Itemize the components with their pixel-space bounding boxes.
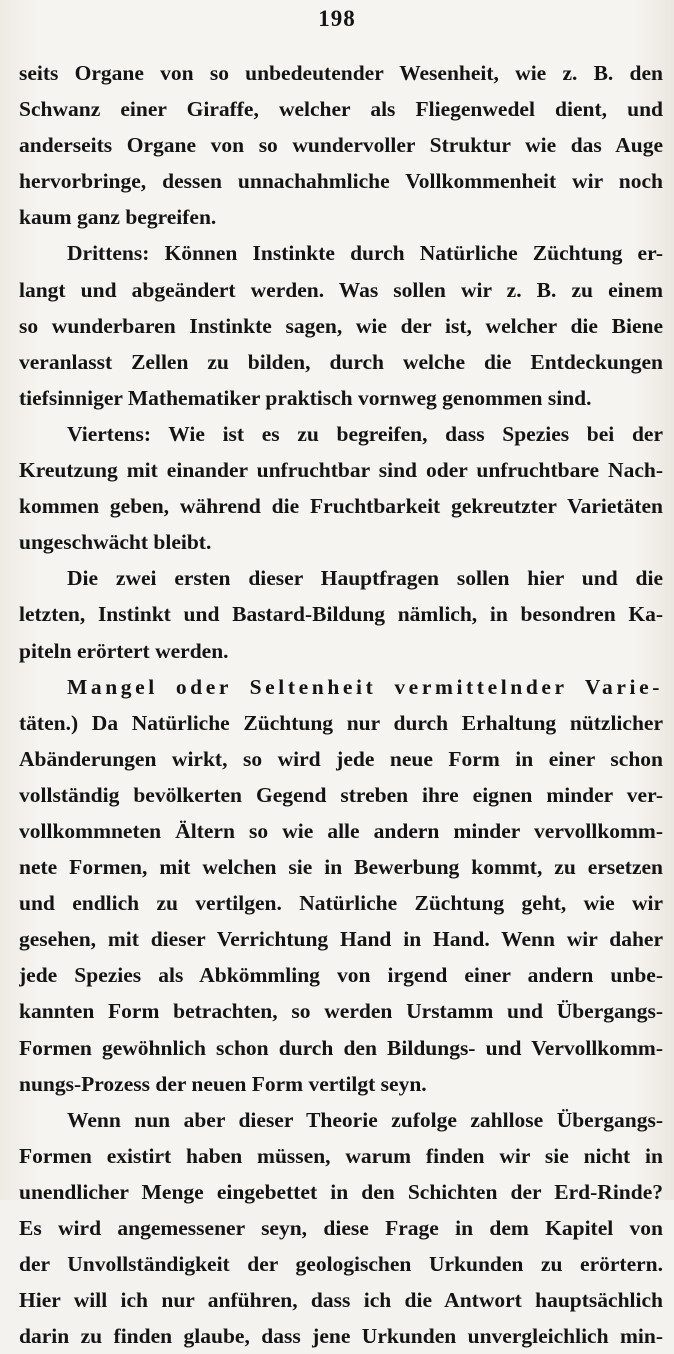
text-line: vollständig bevölkerten Gegend streben ihre eignen minder ver-	[19, 782, 663, 807]
text-line: tiefsinniger Mathematiker praktisch vornweg genommen sind.	[19, 385, 592, 410]
text-line: Hier will ich nur anführen, dass ich die Antwort hauptsächlich	[19, 1288, 663, 1313]
text-line: unendlicher Menge eingebettet in den Schichten der Erd-Rinde?	[19, 1179, 663, 1204]
paragraph-start-line: Die zwei ersten dieser Hauptfragen sollen hier und die	[67, 566, 663, 591]
text-line: Kreutzung mit einander unfruchtbar sind oder unfruchtbare Nach-	[19, 458, 663, 483]
text-line: kaum ganz begreifen.	[19, 205, 217, 230]
paragraph-start-line: Drittens: Können Instinkte durch Natürliche Züchtung er-	[67, 241, 663, 266]
text-line: und endlich zu vertilgen. Natürliche Züchtung geht, wie wir	[19, 891, 663, 916]
page-number: 198	[318, 6, 356, 31]
paragraph-start-line: Wenn nun aber dieser Theorie zufolge zahllose Übergangs-	[67, 1107, 663, 1132]
text-line: der Unvollständigkeit der geologischen Urkunden zu erörtern.	[19, 1252, 663, 1277]
text-line: nete Formen, mit welchen sie in Bewerbung kommt, zu ersetzen	[19, 855, 663, 880]
text-line: darin zu finden glaube, dass jene Urkunden unvergleichlich min-	[19, 1324, 663, 1349]
text-line: seits Organe von so unbedeutender Wesenheit, wie z. B. den	[19, 61, 663, 85]
text-line: anderseits Organe von so wundervoller Struktur wie das Auge	[19, 133, 663, 158]
text-line: veranlasst Zellen zu bilden, durch welche die Entdeckungen	[19, 349, 663, 374]
body-text	[19, 55, 663, 1354]
text-line: letzten, Instinkt und Bastard-Bildung nämlich, in besondren Ka-	[19, 602, 663, 627]
text-line: Formen gewöhnlich schon durch den Bildungs- und Vervollkomm-	[19, 1035, 663, 1060]
text-line: Es wird angemessener seyn, diese Frage in dem Kapitel von	[19, 1216, 663, 1240]
text-line: langt und abgeändert werden. Was sollen wir z. B. zu einem	[19, 277, 663, 302]
text-line: Formen existirt haben müssen, warum finden wir sie nicht in	[19, 1143, 663, 1168]
text-line: ungeschwächt bleibt.	[19, 530, 212, 555]
text-line: kannten Form betrachten, so werden Urstamm und Übergangs-	[19, 999, 663, 1024]
text-line: Schwanz einer Giraffe, welcher als Fliegenwedel dient, und	[19, 97, 663, 122]
text-line: jede Spezies als Abkömmling von irgend einer andern unbe-	[19, 963, 663, 988]
text-line: so wunderbaren Instinkte sagen, wie der ist, welcher die Biene	[19, 313, 663, 338]
text-line: vollkommneten Ältern so wie alle andern minder vervollkomm-	[19, 818, 663, 843]
text-line: nungs-Prozess der neuen Form vertilgt seyn.	[19, 1071, 427, 1096]
text-line: Abänderungen wirkt, so wird jede neue Form in einer schon	[19, 746, 663, 771]
paragraph-start-line: Viertens: Wie ist es zu begreifen, dass Spezies bei der	[67, 421, 663, 446]
text-line: täten.) Da Natürliche Züchtung nur durch Erhaltung nützlicher	[19, 710, 663, 735]
section-heading-line: Mangel oder Seltenheit vermittelnder Varie-	[67, 674, 663, 699]
text-line: kommen geben, während die Fruchtbarkeit gekreutzter Varietäten	[19, 494, 663, 519]
text-line: gesehen, mit dieser Verrichtung Hand in Hand. Wenn wir daher	[19, 927, 663, 952]
text-line: hervorbringe, dessen unnachahmliche Vollkommenheit wir noch	[19, 169, 663, 194]
text-line: piteln erörtert werden.	[19, 638, 229, 663]
